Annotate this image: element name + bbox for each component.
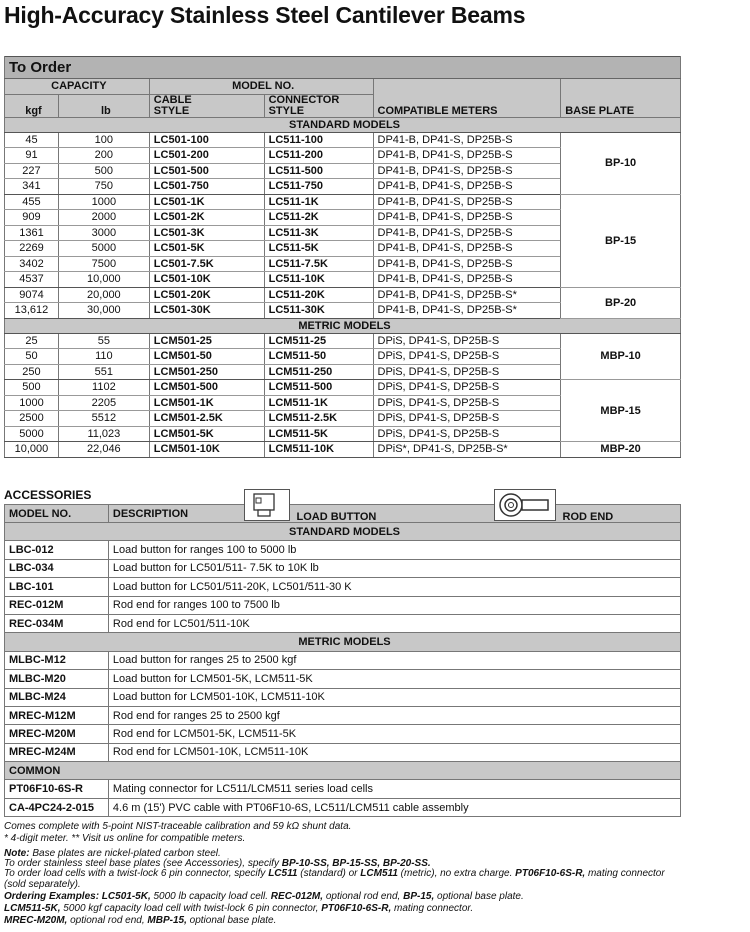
compatible-meters-cell: DPiS, DP41-S, DP25B-S bbox=[373, 333, 561, 349]
accessories-heading: ACCESSORIES bbox=[4, 488, 92, 502]
cable-style-model-cell: LC501-30K bbox=[149, 303, 264, 319]
connector-style-model-cell: LC511-30K bbox=[264, 303, 373, 319]
capacity-kgf-cell: 4537 bbox=[5, 272, 59, 288]
capacity-lb-cell: 5000 bbox=[58, 241, 149, 257]
accessory-description-cell: Rod end for LCM501-5K, LCM511-5K bbox=[108, 725, 680, 743]
cable-style-model-cell: LCM501-500 bbox=[149, 380, 264, 396]
list-item bbox=[5, 596, 681, 614]
capacity-lb-cell: 200 bbox=[58, 148, 149, 164]
table-row bbox=[5, 194, 681, 210]
capacity-kgf-cell: 1000 bbox=[5, 395, 59, 411]
capacity-lb-cell: 500 bbox=[58, 163, 149, 179]
cable-style-model-cell: LC501-10K bbox=[149, 272, 264, 288]
list-item bbox=[5, 780, 681, 798]
capacity-kgf-cell: 10,000 bbox=[5, 442, 59, 458]
model-no-header: MODEL NO. bbox=[149, 79, 373, 95]
accessory-model-cell: MLBC-M24 bbox=[5, 688, 109, 706]
compatible-meters-cell: DP41-B, DP41-S, DP25B-S* bbox=[373, 287, 561, 303]
table-row bbox=[5, 442, 681, 458]
compatible-meters-cell: DP41-B, DP41-S, DP25B-S bbox=[373, 241, 561, 257]
capacity-kgf-cell: 2500 bbox=[5, 411, 59, 427]
cable-style-model-cell: LC501-1K bbox=[149, 194, 264, 210]
capacity-lb-cell: 11,023 bbox=[58, 426, 149, 442]
connector-style-model-cell: LCM511-10K bbox=[264, 442, 373, 458]
capacity-kgf-cell: 13,612 bbox=[5, 303, 59, 319]
acc-model-no-header: MODEL NO. bbox=[5, 505, 109, 523]
accessory-model-cell: CA-4PC24-2-015 bbox=[5, 798, 109, 816]
accessory-model-cell: LBC-101 bbox=[5, 578, 109, 596]
list-item bbox=[5, 559, 681, 577]
connector-style-model-cell: LCM511-250 bbox=[264, 364, 373, 380]
cable-style-model-cell: LCM501-10K bbox=[149, 442, 264, 458]
compatible-meters-cell: DP41-B, DP41-S, DP25B-S* bbox=[373, 303, 561, 319]
notes-ordering-3: MREC-M20M, optional rod end, MBP-15, optional base plate. bbox=[4, 915, 277, 926]
connector-style-model-cell: LC511-20K bbox=[264, 287, 373, 303]
accessory-description-cell: Rod end for LC501/511-10K bbox=[108, 614, 680, 632]
compatible-meters-cell: DPiS, DP41-S, DP25B-S bbox=[373, 411, 561, 427]
capacity-kgf-cell: 9074 bbox=[5, 287, 59, 303]
connector-style-model-cell: LC511-100 bbox=[264, 132, 373, 148]
compatible-meters-cell: DP41-B, DP41-S, DP25B-S bbox=[373, 256, 561, 272]
capacity-lb-cell: 5512 bbox=[58, 411, 149, 427]
metric-models-section: METRIC MODELS bbox=[5, 318, 681, 333]
list-item bbox=[5, 798, 681, 816]
connector-style-model-cell: LC511-3K bbox=[264, 225, 373, 241]
load-button-icon bbox=[244, 489, 290, 521]
cable-style-model-cell: LC501-500 bbox=[149, 163, 264, 179]
capacity-lb-cell: 10,000 bbox=[58, 272, 149, 288]
accessory-model-cell: MLBC-M20 bbox=[5, 670, 109, 688]
page-title: High-Accuracy Stainless Steel Cantilever Beams bbox=[4, 2, 526, 28]
cable-style-model-cell: LC501-3K bbox=[149, 225, 264, 241]
acc-description-header: DESCRIPTION LOAD BUTTON ROD END bbox=[108, 505, 680, 523]
table-row bbox=[5, 287, 681, 303]
capacity-lb-cell: 110 bbox=[58, 349, 149, 365]
cable-style-model-cell: LC501-100 bbox=[149, 132, 264, 148]
base-plate-cell: BP-20 bbox=[561, 287, 681, 318]
accessory-model-cell: MREC-M24M bbox=[5, 743, 109, 761]
connector-style-model-cell: LCM511-2.5K bbox=[264, 411, 373, 427]
notes-ordering-1: Ordering Examples: LC501-5K, 5000 lb capacity load cell. REC-012M, optional rod end, BP-15, optional base plate. bbox=[4, 891, 524, 902]
compatible-meters-cell: DP41-B, DP41-S, DP25B-S bbox=[373, 225, 561, 241]
accessory-model-cell: LBC-034 bbox=[5, 559, 109, 577]
capacity-kgf-cell: 5000 bbox=[5, 426, 59, 442]
capacity-lb-cell: 1000 bbox=[58, 194, 149, 210]
accessory-model-cell: REC-034M bbox=[5, 614, 109, 632]
compatible-meters-header: COMPATIBLE METERS bbox=[373, 94, 561, 117]
capacity-lb-cell: 7500 bbox=[58, 256, 149, 272]
connector-style-model-cell: LC511-200 bbox=[264, 148, 373, 164]
notes-line-1: Comes complete with 5-point NIST-traceable calibration and 59 kΩ shunt data. bbox=[4, 821, 352, 832]
notes-note: Note: Base plates are nickel-plated carbon steel. bbox=[4, 848, 221, 859]
accessory-description-cell: Load button for LC501/511- 7.5K to 10K lb bbox=[108, 559, 680, 577]
base-plate-cell: MBP-20 bbox=[561, 442, 681, 458]
list-item bbox=[5, 651, 681, 669]
capacity-lb-cell: 55 bbox=[58, 333, 149, 349]
cable-style-model-cell: LC501-200 bbox=[149, 148, 264, 164]
list-item bbox=[5, 706, 681, 724]
cable-style-model-cell: LCM501-1K bbox=[149, 395, 264, 411]
connector-style-model-cell: LCM511-500 bbox=[264, 380, 373, 396]
table-row bbox=[5, 132, 681, 148]
acc-common-section: COMMON bbox=[5, 762, 681, 780]
capacity-kgf-cell: 3402 bbox=[5, 256, 59, 272]
acc-metric-section: METRIC MODELS bbox=[5, 633, 681, 651]
capacity-kgf-cell: 250 bbox=[5, 364, 59, 380]
connector-style-model-cell: LCM511-1K bbox=[264, 395, 373, 411]
load-button-label: LOAD BUTTON bbox=[296, 510, 377, 523]
capacity-kgf-cell: 500 bbox=[5, 380, 59, 396]
cable-style-model-cell: LC501-20K bbox=[149, 287, 264, 303]
accessory-description-cell: 4.6 m (15') PVC cable with PT06F10-6S, LC511/LCM511 cable assembly bbox=[108, 798, 680, 816]
list-item bbox=[5, 688, 681, 706]
capacity-header: CAPACITY bbox=[5, 79, 150, 95]
compatible-meters-cell: DP41-B, DP41-S, DP25B-S bbox=[373, 194, 561, 210]
capacity-kgf-cell: 227 bbox=[5, 163, 59, 179]
standard-models-section: STANDARD MODELS bbox=[5, 117, 681, 132]
capacity-kgf-cell: 2269 bbox=[5, 241, 59, 257]
cable-style-model-cell: LC501-7.5K bbox=[149, 256, 264, 272]
cable-style-model-cell: LCM501-250 bbox=[149, 364, 264, 380]
accessory-description-cell: Load button for LC501/511-20K, LC501/511-30 K bbox=[108, 578, 680, 596]
accessory-model-cell: LBC-012 bbox=[5, 541, 109, 559]
rod-end-icon bbox=[494, 489, 556, 521]
cable-style-model-cell: LC501-750 bbox=[149, 179, 264, 195]
notes-twistlock: To order load cells with a twist-lock 6 pin connector, specify LC511 (standard) or LCM511 (metric), no extra charge. PT06F10-6S-R, mating connector (sold separately). bbox=[4, 868, 665, 890]
compatible-meters-cell: DPiS*, DP41-S, DP25B-S* bbox=[373, 442, 561, 458]
capacity-lb-cell: 750 bbox=[58, 179, 149, 195]
capacity-kgf-cell: 341 bbox=[5, 179, 59, 195]
compatible-meters-cell: DPiS, DP41-S, DP25B-S bbox=[373, 426, 561, 442]
cable-style-model-cell: LCM501-25 bbox=[149, 333, 264, 349]
capacity-lb-cell: 2205 bbox=[58, 395, 149, 411]
accessory-model-cell: MREC-M12M bbox=[5, 706, 109, 724]
capacity-kgf-cell: 91 bbox=[5, 148, 59, 164]
cable-style-model-cell: LC501-2K bbox=[149, 210, 264, 226]
connector-style-model-cell: LC511-500 bbox=[264, 163, 373, 179]
base-plate-cell: MBP-15 bbox=[561, 380, 681, 442]
connector-style-model-cell: LC511-5K bbox=[264, 241, 373, 257]
accessory-model-cell: MREC-M20M bbox=[5, 725, 109, 743]
accessory-description-cell: Load button for LCM501-10K, LCM511-10K bbox=[108, 688, 680, 706]
connector-style-model-cell: LC511-1K bbox=[264, 194, 373, 210]
compatible-meters-cell: DP41-B, DP41-S, DP25B-S bbox=[373, 210, 561, 226]
cable-style-model-cell: LCM501-2.5K bbox=[149, 411, 264, 427]
rod-end-label: ROD END bbox=[562, 510, 614, 523]
compatible-meters-cell: DPiS, DP41-S, DP25B-S bbox=[373, 395, 561, 411]
cable-style-model-cell: LCM501-50 bbox=[149, 349, 264, 365]
capacity-kgf-cell: 455 bbox=[5, 194, 59, 210]
capacity-lb-cell: 551 bbox=[58, 364, 149, 380]
accessory-description-cell: Load button for ranges 100 to 5000 lb bbox=[108, 541, 680, 559]
capacity-lb-cell: 100 bbox=[58, 132, 149, 148]
accessory-description-cell: Mating connector for LC511/LCM511 series load cells bbox=[108, 780, 680, 798]
compatible-meters-cell: DP41-B, DP41-S, DP25B-S bbox=[373, 163, 561, 179]
connector-style-model-cell: LC511-7.5K bbox=[264, 256, 373, 272]
list-item bbox=[5, 725, 681, 743]
capacity-kgf-cell: 50 bbox=[5, 349, 59, 365]
capacity-lb-cell: 22,046 bbox=[58, 442, 149, 458]
notes-line-2: * 4-digit meter. ** Visit us online for compatible meters. bbox=[4, 833, 246, 844]
notes-ordering-2: LCM511-5K, 5000 kgf capacity load cell with twist-lock 6 pin connector, PT06F10-6S-R, mating connector. bbox=[4, 903, 474, 914]
capacity-kgf-cell: 1361 bbox=[5, 225, 59, 241]
accessory-description-cell: Load button for LCM501-5K, LCM511-5K bbox=[108, 670, 680, 688]
capacity-lb-cell: 1102 bbox=[58, 380, 149, 396]
base-plate-cell: MBP-10 bbox=[561, 333, 681, 380]
connector-style-model-cell: LCM511-25 bbox=[264, 333, 373, 349]
list-item bbox=[5, 541, 681, 559]
acc-standard-section: STANDARD MODELS bbox=[5, 523, 681, 541]
order-table bbox=[4, 56, 681, 458]
accessory-model-cell: MLBC-M12 bbox=[5, 651, 109, 669]
cable-style-model-cell: LCM501-5K bbox=[149, 426, 264, 442]
accessory-description-cell: Rod end for LCM501-10K, LCM511-10K bbox=[108, 743, 680, 761]
accessory-description-cell: Rod end for ranges 100 to 7500 lb bbox=[108, 596, 680, 614]
capacity-kgf-cell: 25 bbox=[5, 333, 59, 349]
accessory-model-cell: REC-012M bbox=[5, 596, 109, 614]
cable-style-header: CABLE STYLE bbox=[149, 94, 264, 117]
accessory-model-cell: PT06F10-6S-R bbox=[5, 780, 109, 798]
connector-style-model-cell: LC511-750 bbox=[264, 179, 373, 195]
capacity-kgf-cell: 45 bbox=[5, 132, 59, 148]
list-item bbox=[5, 614, 681, 632]
compatible-meters-cell: DP41-B, DP41-S, DP25B-S bbox=[373, 272, 561, 288]
connector-style-header: CONNECTOR STYLE bbox=[264, 94, 373, 117]
cable-style-model-cell: LC501-5K bbox=[149, 241, 264, 257]
compatible-meters-cell: DP41-B, DP41-S, DP25B-S bbox=[373, 132, 561, 148]
table-row bbox=[5, 333, 681, 349]
capacity-lb-cell: 3000 bbox=[58, 225, 149, 241]
capacity-lb-cell: 2000 bbox=[58, 210, 149, 226]
accessory-description-cell: Rod end for ranges 25 to 2500 kgf bbox=[108, 706, 680, 724]
compatible-meters-cell: DPiS, DP41-S, DP25B-S bbox=[373, 364, 561, 380]
base-plate-header: BASE PLATE bbox=[561, 94, 681, 117]
notes-ss-plates: To order stainless steel base plates (see Accessories), specify BP-10-SS, BP-15-SS, BP-20-SS. bbox=[4, 858, 431, 869]
list-item bbox=[5, 743, 681, 761]
lb-header: lb bbox=[58, 94, 149, 117]
compatible-meters-cell: DP41-B, DP41-S, DP25B-S bbox=[373, 179, 561, 195]
connector-style-model-cell: LCM511-5K bbox=[264, 426, 373, 442]
base-plate-cell: BP-15 bbox=[561, 194, 681, 287]
base-plate-cell: BP-10 bbox=[561, 132, 681, 194]
accessory-description-cell: Load button for ranges 25 to 2500 kgf bbox=[108, 651, 680, 669]
connector-style-model-cell: LC511-2K bbox=[264, 210, 373, 226]
kgf-header: kgf bbox=[5, 94, 59, 117]
connector-style-model-cell: LC511-10K bbox=[264, 272, 373, 288]
compatible-meters-cell: DPiS, DP41-S, DP25B-S bbox=[373, 349, 561, 365]
capacity-kgf-cell: 909 bbox=[5, 210, 59, 226]
to-order-heading: To Order bbox=[5, 57, 681, 79]
compatible-meters-cell: DPiS, DP41-S, DP25B-S bbox=[373, 380, 561, 396]
connector-style-model-cell: LCM511-50 bbox=[264, 349, 373, 365]
accessories-table bbox=[4, 504, 681, 817]
table-row bbox=[5, 380, 681, 396]
capacity-lb-cell: 30,000 bbox=[58, 303, 149, 319]
list-item bbox=[5, 670, 681, 688]
list-item bbox=[5, 578, 681, 596]
compatible-meters-cell: DP41-B, DP41-S, DP25B-S bbox=[373, 148, 561, 164]
capacity-lb-cell: 20,000 bbox=[58, 287, 149, 303]
